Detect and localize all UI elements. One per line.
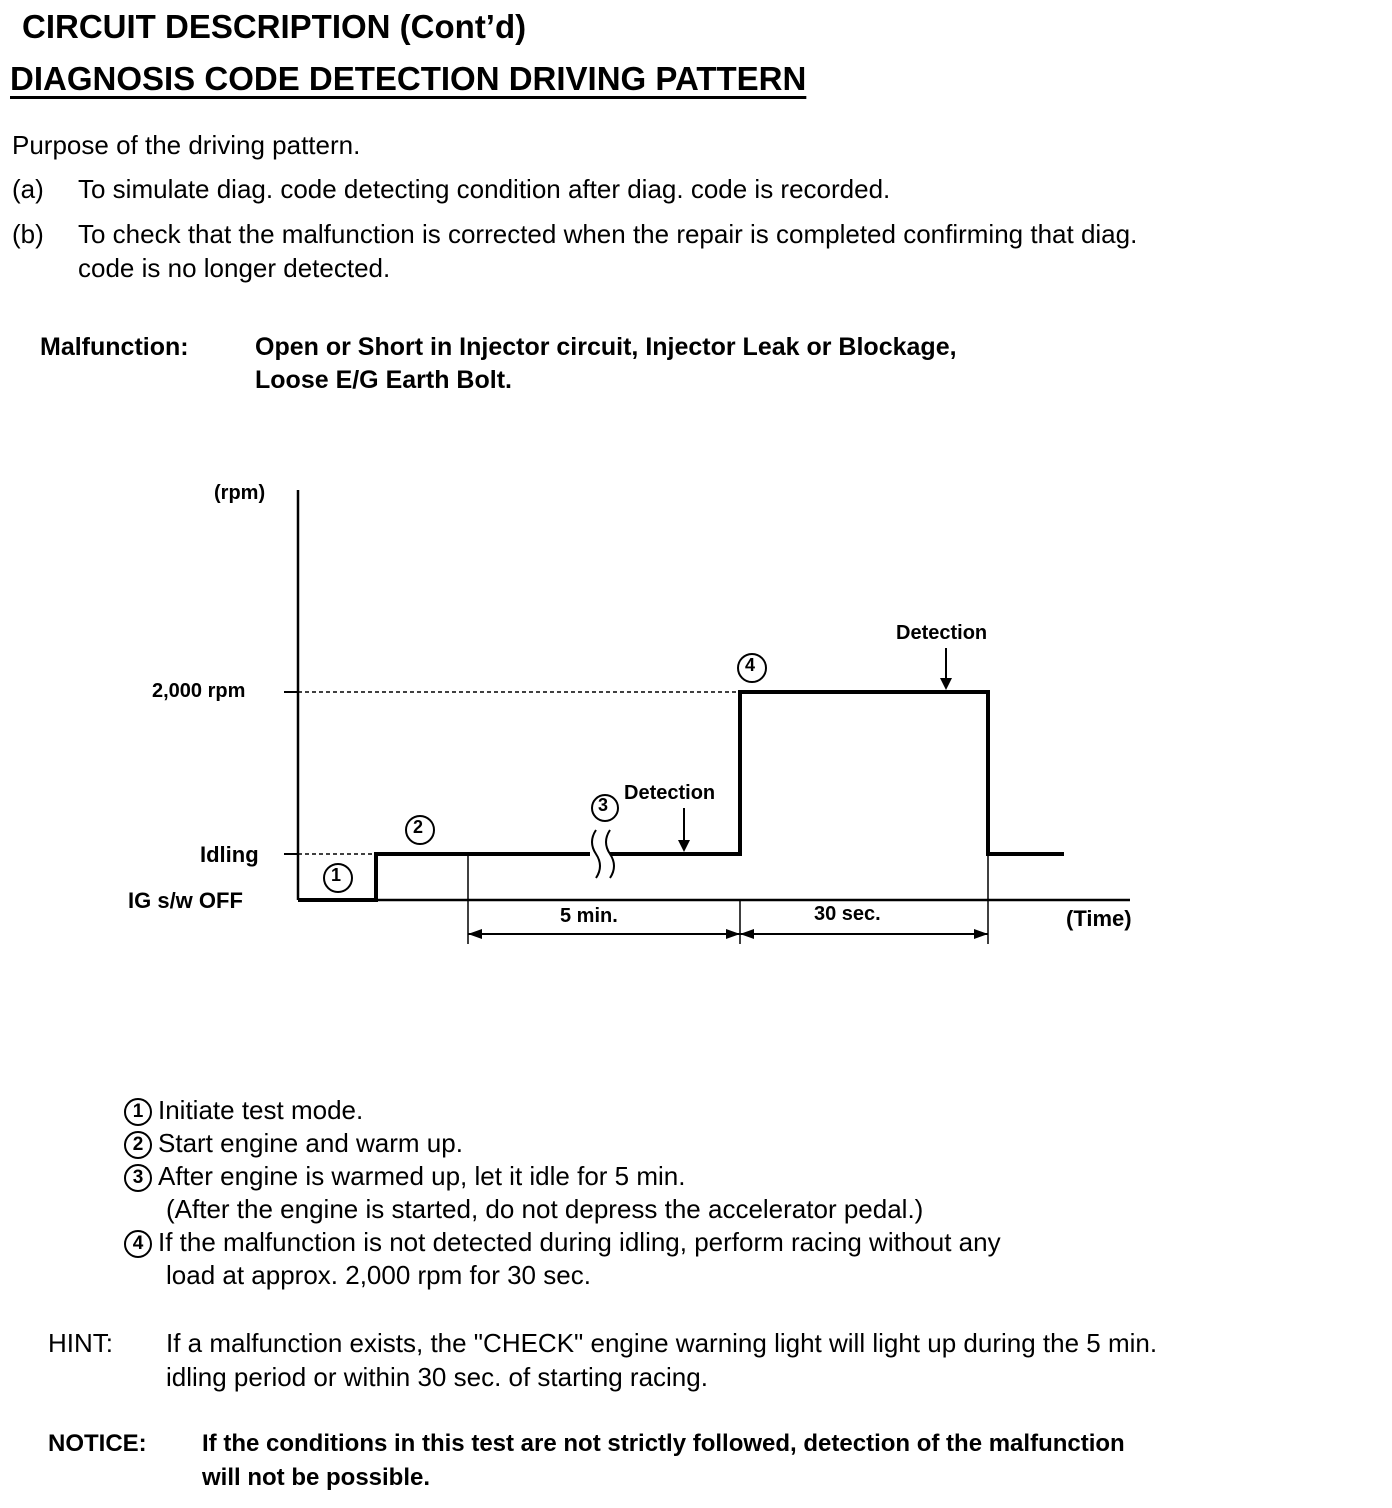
purpose-intro: Purpose of the driving pattern. (12, 130, 361, 160)
step-4-number: 4 (124, 1230, 152, 1258)
purpose-marker-b: (b) (12, 219, 44, 249)
notice-line2: will not be possible. (202, 1464, 431, 1491)
dim-30sec-arrow-right (974, 929, 988, 939)
interval-5min-label: 5 min. (560, 905, 618, 927)
step-4-text-line2: load at approx. 2,000 rpm for 30 sec. (166, 1260, 591, 1290)
step-2 (124, 1128, 463, 1159)
step-3 (124, 1161, 685, 1192)
purpose-item-b-line1: To check that the malfunction is corrected when the repair is completed confirming that diag. (78, 219, 1138, 249)
marker-3-number: 3 (598, 795, 609, 815)
step-1-number: 1 (124, 1098, 152, 1126)
detection-label-racing: Detection (896, 622, 988, 644)
rpm-pattern-main (298, 854, 590, 900)
hint-line1: If a malfunction exists, the "CHECK" engine warning light will light up during the 5 min. (166, 1328, 1158, 1358)
marker-2-number: 2 (413, 817, 424, 837)
detection-label-idle: Detection (624, 782, 716, 804)
rpm-pattern-after-break (610, 692, 1064, 854)
dim-5min-arrow-left (468, 929, 482, 939)
purpose-item-b-line2: code is no longer detected. (78, 253, 391, 283)
step-4-text: If the malfunction is not detected during idling, perform racing without any (158, 1227, 1001, 1257)
hint-label: HINT: (48, 1328, 113, 1358)
marker-4-number: 4 (745, 655, 756, 675)
dim-5min-arrow-right (726, 929, 740, 939)
purpose-marker-a: (a) (12, 174, 44, 204)
x-axis-label: (Time) (1066, 906, 1132, 931)
detection-arrowhead-idle (678, 840, 690, 852)
section-title: DIAGNOSIS CODE DETECTION DRIVING PATTERN (10, 60, 807, 97)
step-2-number: 2 (124, 1131, 152, 1159)
detection-arrowhead-racing (940, 678, 952, 690)
level-off-label: IG s/w OFF (128, 888, 243, 913)
malfunction-line2: Loose E/G Earth Bolt. (255, 366, 512, 394)
level-idle-label: Idling (200, 842, 259, 867)
malfunction-line1: Open or Short in Injector circuit, Injector Leak or Blockage, (255, 333, 957, 361)
dim-30sec-arrow-left (740, 929, 754, 939)
notice-label: NOTICE: (48, 1430, 147, 1457)
purpose-item-a: To simulate diag. code detecting condition after diag. code is recorded. (78, 174, 891, 204)
page-title: CIRCUIT DESCRIPTION (Cont’d) (22, 8, 527, 45)
marker-1-number: 1 (331, 865, 342, 885)
step-3-text-line2: (After the engine is started, do not depress the accelerator pedal.) (166, 1194, 924, 1224)
step-1 (124, 1095, 363, 1126)
time-break-symbol (592, 830, 614, 878)
malfunction-label: Malfunction: (40, 333, 189, 361)
y-axis-label: (rpm) (214, 482, 266, 504)
step-2-text: Start engine and warm up. (158, 1128, 463, 1158)
step-3-number: 3 (124, 1164, 152, 1192)
step-1-text: Initiate test mode. (158, 1095, 364, 1125)
step-4 (124, 1227, 1001, 1258)
hint-line2: idling period or within 30 sec. of starting racing. (166, 1362, 708, 1392)
level-2000-label: 2,000 rpm (152, 680, 246, 702)
notice-line1: If the conditions in this test are not strictly followed, detection of the malfunction (202, 1430, 1125, 1457)
interval-30sec-label: 30 sec. (814, 903, 881, 925)
step-3-text: After engine is warmed up, let it idle for 5 min. (158, 1161, 686, 1191)
